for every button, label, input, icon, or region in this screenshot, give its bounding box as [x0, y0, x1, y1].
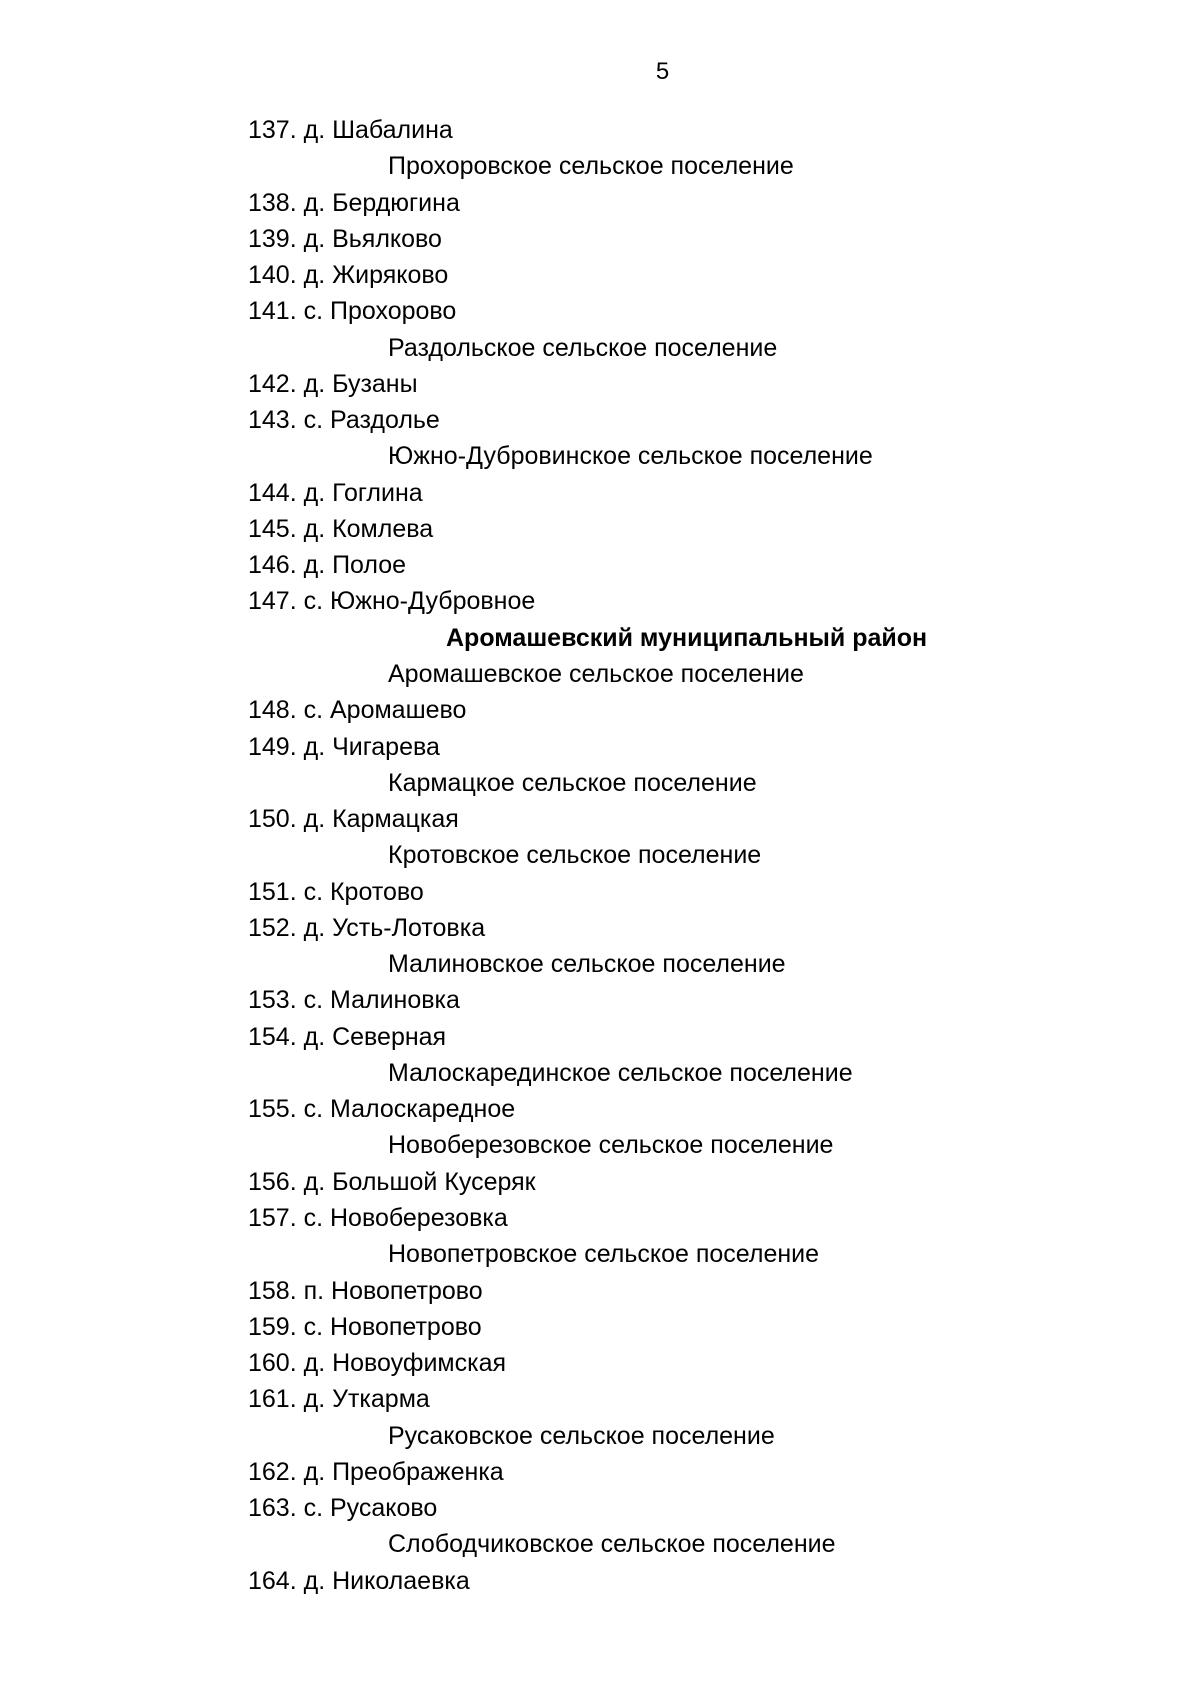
list-item: 162. д. Преображенка — [248, 1457, 504, 1486]
list-item: 141. с. Прохорово — [248, 297, 457, 326]
list-item: 142. д. Бузаны — [248, 369, 418, 398]
settlement-heading: Малоскарединское сельское поселение — [388, 1058, 853, 1087]
list-item: 161. д. Уткарма — [248, 1385, 430, 1414]
list-item: 154. д. Северная — [248, 1022, 447, 1051]
list-item: 156. д. Большой Кусеряк — [248, 1167, 536, 1196]
district-heading: Аромашевский муниципальный район — [446, 623, 928, 652]
list-item: 144. д. Гоглина — [248, 478, 423, 507]
settlement-heading: Раздольское сельское поселение — [388, 333, 778, 362]
settlement-heading: Кармацкое сельское поселение — [388, 768, 757, 797]
settlement-heading: Кротовское сельское поселение — [388, 841, 762, 870]
list-item: 159. с. Новопетрово — [248, 1312, 482, 1341]
list-item: 163. с. Русаково — [248, 1494, 438, 1523]
settlement-heading: Аромашевское сельское поселение — [388, 659, 804, 688]
settlement-heading: Слободчиковское сельское поселение — [388, 1530, 836, 1559]
list-item: 157. с. Новоберезовка — [248, 1203, 508, 1232]
list-item: 164. д. Николаевка — [248, 1566, 470, 1595]
list-item: 137. д. Шабалина — [248, 116, 453, 144]
list-item: 152. д. Усть-Лотовка — [248, 913, 486, 942]
list-item: 140. д. Жиряково — [248, 261, 449, 290]
list-item: 146. д. Полое — [248, 551, 407, 580]
list-item: 138. д. Бердюгина — [248, 188, 460, 217]
list-item: 151. с. Кротово — [248, 877, 424, 906]
settlement-heading: Южно-Дубровинское сельское поселение — [388, 442, 873, 471]
settlement-heading: Прохоровское сельское поселение — [388, 152, 794, 181]
list-item: 148. с. Аромашево — [248, 696, 467, 725]
list-item: 149. д. Чигарева — [248, 732, 440, 761]
list-item: 145. д. Комлева — [248, 514, 434, 543]
list-item: 150. д. Кармацкая — [248, 805, 459, 834]
settlement-heading: Новоберезовское сельское поселение — [388, 1131, 834, 1160]
list-item: 147. с. Южно-Дубровное — [248, 587, 536, 616]
settlement-heading: Новопетровское сельское поселение — [388, 1240, 820, 1269]
settlement-list — [248, 112, 1148, 1599]
list-item: 153. с. Малиновка — [248, 986, 460, 1015]
list-item: 155. с. Малоскаредное — [248, 1095, 516, 1124]
settlement-heading: Малиновское сельское поселение — [388, 950, 786, 979]
list-item: 160. д. Новоуфимская — [248, 1349, 507, 1378]
list-item: 139. д. Вьялково — [248, 224, 442, 253]
settlement-heading: Русаковское сельское поселение — [388, 1421, 775, 1450]
list-item: 158. п. Новопетрово — [248, 1276, 483, 1305]
list-item: 143. с. Раздолье — [248, 406, 440, 435]
page-number: 5 — [655, 58, 670, 85]
